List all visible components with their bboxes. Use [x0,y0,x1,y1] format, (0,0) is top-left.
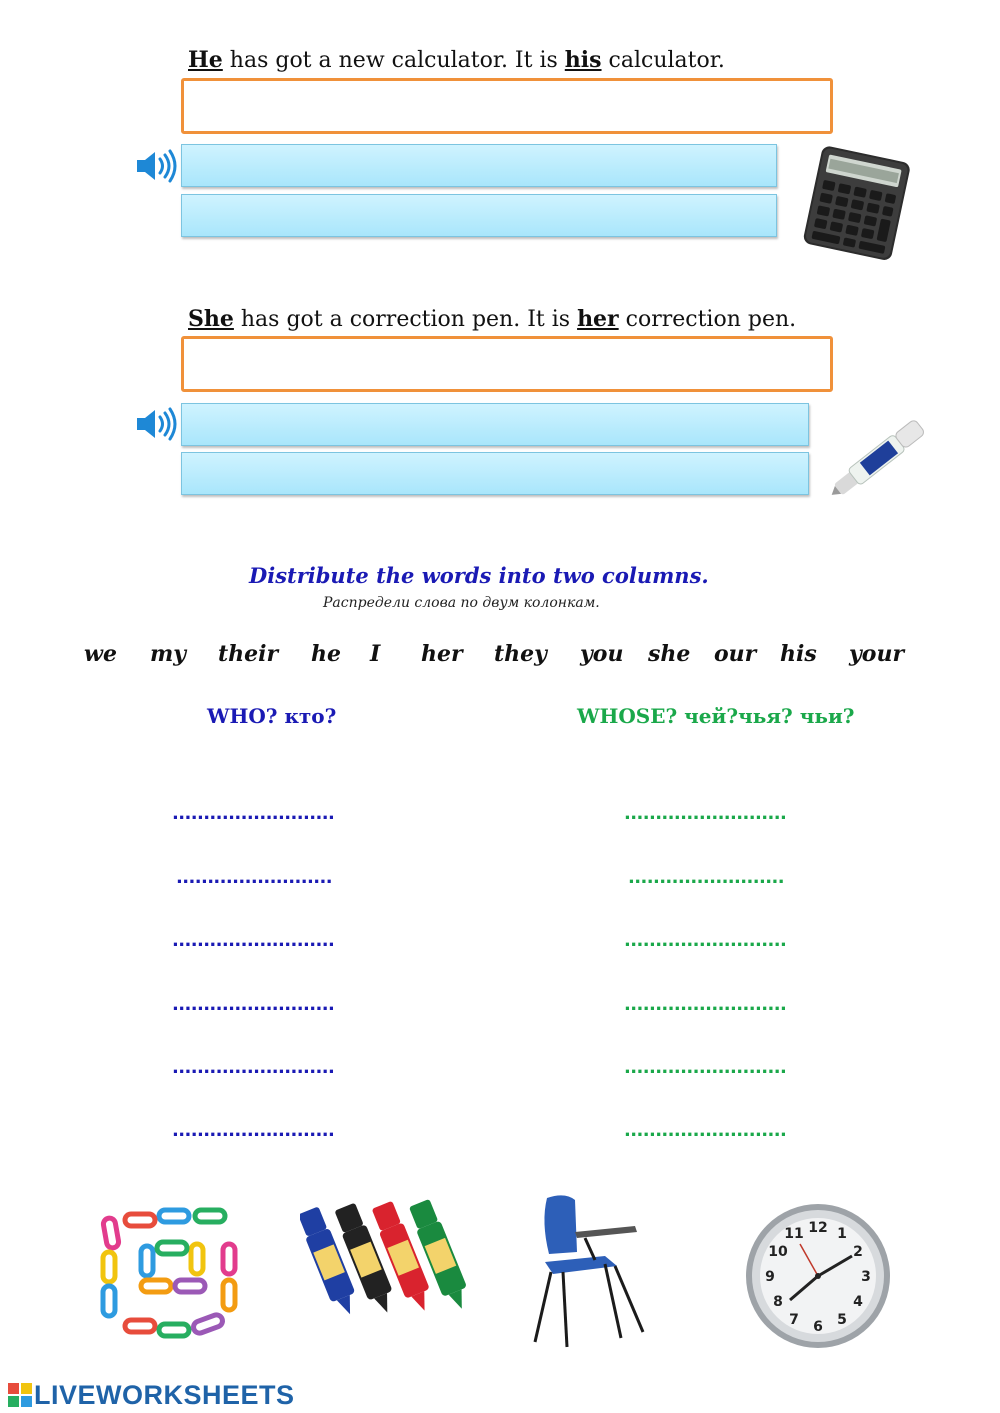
sentence-text: calculator. [601,48,725,73]
sentence-text: has got a new calculator. It is [222,48,565,73]
whose-answer-field[interactable]: .......................... [624,994,787,1015]
whose-column-header: WHOSE? чей?чья? чьи? [577,704,855,728]
svg-text:6: 6 [813,1319,823,1335]
liveworksheets-logo [8,1380,295,1411]
whose-answer-field[interactable]: .......................... [624,1120,787,1141]
word-chip[interactable]: their [218,641,279,667]
sentence-1 [188,47,725,73]
markers-image [300,1192,468,1342]
brand-worksheets: WORKSHEETS [96,1380,295,1410]
word-chip[interactable]: our [714,641,757,667]
subject-pronoun: She [188,306,234,332]
word-chip[interactable]: I [370,641,381,667]
svg-text:1: 1 [837,1226,847,1242]
who-answer-field[interactable]: .......................... [172,1120,335,1141]
drop-zone-2a[interactable] [181,403,809,446]
drop-zone-1a[interactable] [181,144,777,187]
answer-input-2[interactable] [181,336,833,392]
brand-icon [8,1383,32,1407]
who-answer-field[interactable]: .......................... [172,803,335,824]
task-title: Distribute the words into two columns. [249,563,709,588]
svg-text:4: 4 [853,1294,863,1310]
subject-pronoun: He [188,47,223,73]
svg-text:12: 12 [808,1220,828,1236]
drop-zone-1b[interactable] [181,194,777,237]
possessive-pronoun: her [577,306,619,332]
task-subtitle: Распредели слова по двум колонкам. [323,595,600,611]
speaker-icon[interactable] [135,148,179,184]
svg-text:3: 3 [861,1269,871,1285]
word-chip[interactable]: her [421,641,463,667]
paper-clips-image [95,1200,255,1350]
whose-answer-field[interactable]: .......................... [624,1057,787,1078]
who-column-header: WHO? кто? [207,704,337,728]
speaker-icon[interactable] [135,406,179,442]
whose-answer-field[interactable]: ......................... [628,867,784,888]
svg-text:9: 9 [765,1269,775,1285]
who-answer-field[interactable]: .......................... [172,930,335,951]
drop-zone-2b[interactable] [181,452,809,495]
word-chip[interactable]: he [311,641,341,667]
possessive-pronoun: his [564,47,602,73]
word-chip[interactable]: they [494,641,547,667]
word-chip[interactable]: you [580,641,624,667]
word-chip[interactable]: my [150,641,187,667]
sentence-2 [188,306,796,332]
word-chip[interactable]: she [648,641,691,667]
whose-answer-field[interactable]: .......................... [624,803,787,824]
svg-text:11: 11 [784,1226,804,1242]
svg-text:10: 10 [768,1244,788,1260]
sentence-text: has got a correction pen. It is [233,307,578,332]
correction-pen-image [822,404,934,516]
answer-input-1[interactable] [181,78,833,134]
sentence-text: correction pen. [618,307,797,332]
whose-answer-field[interactable]: .......................... [624,930,787,951]
who-answer-field[interactable]: ......................... [176,867,332,888]
calculator-image [800,143,912,261]
svg-text:2: 2 [853,1244,863,1260]
who-answer-field[interactable]: .......................... [172,994,335,1015]
school-chair-image [525,1192,650,1352]
who-answer-field[interactable]: .......................... [172,1057,335,1078]
svg-text:8: 8 [773,1294,783,1310]
word-chip[interactable]: your [849,641,905,667]
svg-text:5: 5 [837,1312,847,1328]
wall-clock-image [742,1200,894,1352]
word-chip[interactable]: we [84,641,117,667]
word-chip[interactable]: his [780,641,817,667]
svg-text:7: 7 [789,1312,799,1328]
brand-live: LIVE [34,1380,97,1410]
